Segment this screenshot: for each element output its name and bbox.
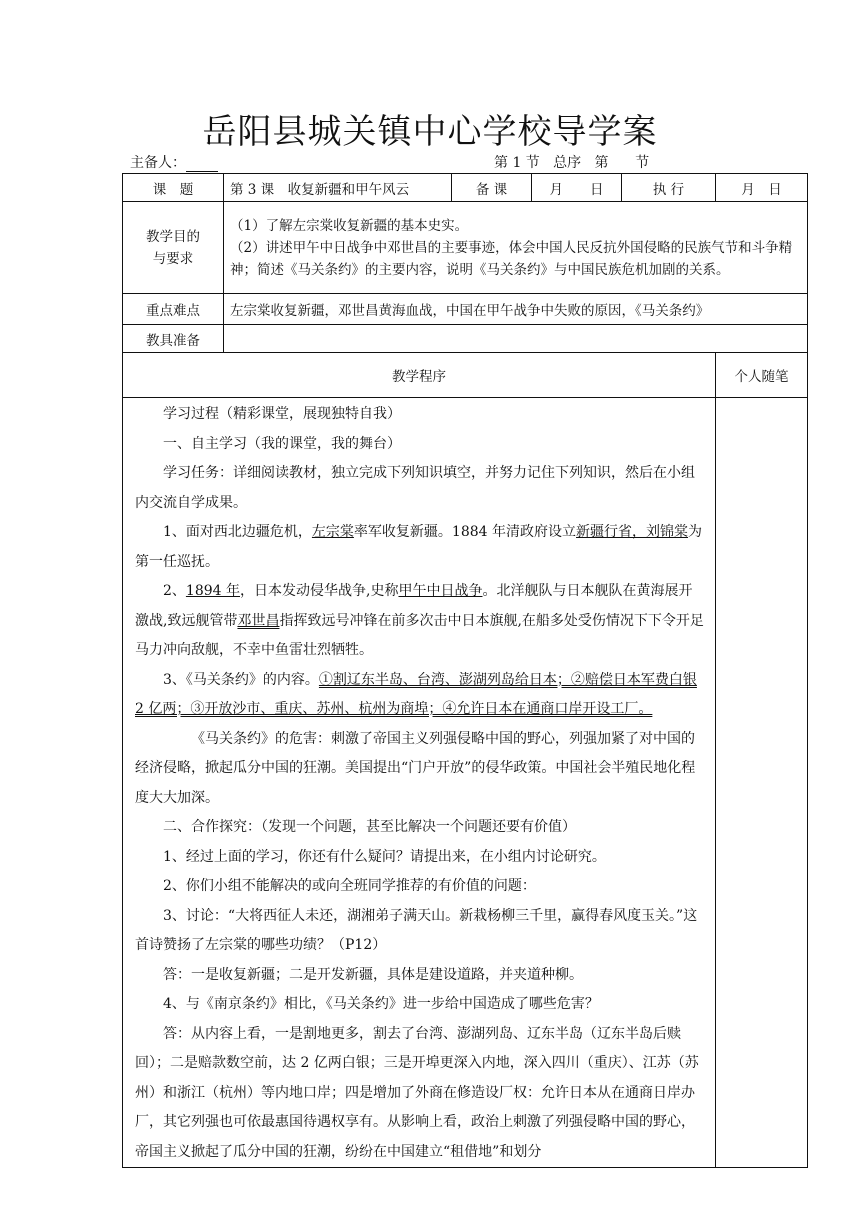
coop-item-3: 3、讨论：“大将西征人未还，湖湘弟子满天山。新栽杨柳三千里，赢得春风度玉关。”这首诗赞扬了左宗棠的哪些功绩？（P12） xyxy=(135,907,698,953)
answer-4: 答：从内容上看，一是割地更多，割去了台湾、澎湖列岛、辽东半岛（辽东半岛后赎回）；二是赔款数空前，达 2 亿两白银；三是开埠更深入内地，深入四川（重庆）、江苏（苏州）和浙江（杭州）等内地口岸；四是增加了外商在修造设厂权：允许日本从在通商日岸办厂，其它列强也可依最惠国待遇权享有。从影响上看，政治上刺激了列强侵略中国的野心，帝国主义掀起了瓜分中国的狂潮，纷纷在中国建立“租借地”和划分 xyxy=(135,1025,699,1160)
goals-row xyxy=(123,202,808,294)
goal-item-2: （2）讲述甲午中日战争中邓世昌的主要事迹，体会中国人民反抗外国侵略的民族气节和斗争精神；简述《马关条约》的主要内容，说明《马关条约》与中国民族危机加剧的关系。 xyxy=(230,239,793,278)
goals-label: 教学目的 与要求 xyxy=(123,202,224,294)
keypoints-row xyxy=(123,294,808,325)
procedure-body xyxy=(123,398,716,1168)
preparer-blank xyxy=(186,157,218,172)
topic-value: 第 3 课 收复新疆和甲午风云 xyxy=(224,174,452,202)
preparer-line xyxy=(130,152,218,172)
procedure-header-row xyxy=(123,353,808,398)
question-3: 3、《马关条约》的内容。①割辽东半岛、台湾、澎湖列岛给日本；②赔偿日本军费白银 2 亿两；③开放沙市、重庆、苏州、杭州为商埠；④允许日本在通商口岸开设工厂。 xyxy=(135,671,697,717)
treaty-harm: 《马关条约》的危害：刺激了帝国主义列强侵略中国的野心，列强加紧了对中国的经济侵略，掀起瓜分中国的狂潮。美国提出“门户开放”的侵华政策。中国社会半殖民地化程度大大加深。 xyxy=(135,730,696,806)
keypoints-label: 重点难点 xyxy=(123,294,224,325)
answer-3: 答：一是收复新疆；二是开发新疆，具体是建设道路，并夹道种柳。 xyxy=(163,966,583,983)
coop-item-4: 4、与《南京条约》相比，《马关条约》进一步给中国造成了哪些危害？ xyxy=(163,996,599,1012)
notes-header: 个人随笔 xyxy=(716,353,808,398)
prep-label: 备 课 xyxy=(452,174,532,202)
procedure-body-row xyxy=(123,398,808,1168)
self-study-heading: 一、自主学习（我的课堂，我的舞台） xyxy=(163,435,401,452)
preparer-label: 主备人： xyxy=(130,155,186,171)
page-title: 岳阳县城关镇中心学校导学案 xyxy=(202,112,658,152)
lesson-plan-table xyxy=(122,173,808,1168)
prep-date: 月 日 xyxy=(532,174,622,202)
question-1: 1、面对西北边疆危机，左宗棠率军收复新疆。1884 年清政府设立新疆行省，刘锦棠为第一任巡抚。 xyxy=(135,524,703,570)
keypoints-value: 左宗棠收复新疆，邓世昌黄海血战，中国在甲午战争中失败的原因，《马关条约》 xyxy=(224,294,808,325)
coop-item-1: 1、经过上面的学习，你还有什么疑问？请提出来，在小组内讨论研究。 xyxy=(163,848,606,865)
coop-item-2: 2、你们小组不能解决的或向全班同学推荐的有价值的问题： xyxy=(163,878,536,894)
exec-label: 执 行 xyxy=(622,174,716,202)
tools-row xyxy=(123,325,808,353)
notes-column xyxy=(716,398,808,1168)
header-row xyxy=(123,174,808,202)
tools-value xyxy=(224,325,808,353)
section-info: 第 1 节 总序 第 节 xyxy=(494,155,650,171)
goals-content xyxy=(224,202,808,294)
goal-item-1: （1）了解左宗棠收复新疆的基本史实。 xyxy=(230,217,469,234)
exec-date: 月 日 xyxy=(716,174,808,202)
coop-heading: 二、合作探究：（发现一个问题，甚至比解决一个问题还要有价值） xyxy=(163,819,576,835)
process-heading: 学习过程（精彩课堂，展现独特自我） xyxy=(163,406,401,422)
procedure-header: 教学程序 xyxy=(123,353,716,398)
question-2: 2、1894 年，日本发动侵华战争,史称甲午中日战争。北洋舰队与日本舰队在黄海展开激战,致远舰管带邓世昌指挥致远号冲锋在前多次击中日本旗舰,在船多处受伤情况下下令开足马力冲向敌舰，不幸中鱼雷壮烈牺牲。 xyxy=(135,583,704,658)
topic-label: 课 题 xyxy=(123,174,224,202)
task-text: 学习任务：详细阅读教材，独立完成下列知识填空，并努力记住下列知识，然后在小组内交流自学成果。 xyxy=(135,465,695,511)
tools-label: 教具准备 xyxy=(123,325,224,353)
